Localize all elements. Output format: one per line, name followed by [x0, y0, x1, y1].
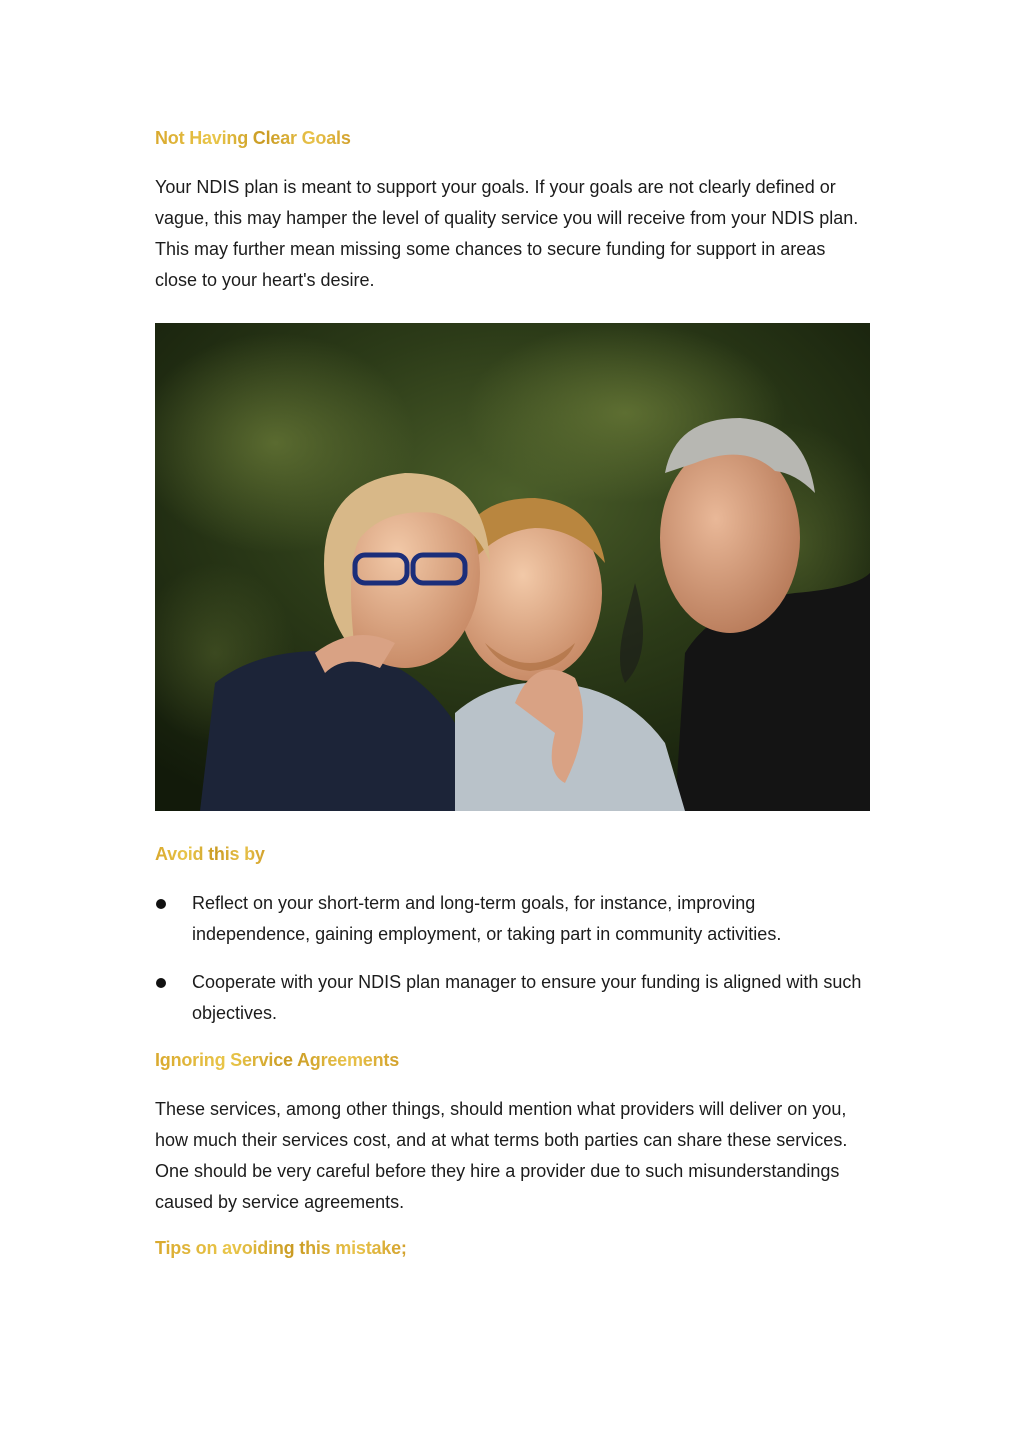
- paragraph-service-agreements: These services, among other things, should mention what providers will deliver on you, how much their services cost, and at what terms both parties can share these services. One should be very careful before they hire a provider due to such misunderstandings caused by service agreements.: [155, 1099, 848, 1212]
- family-photo: [155, 323, 870, 811]
- list-item-text: Reflect on your short-term and long-term goals, for instance, improving independence, gaining employment, or taking part in community activities.: [192, 893, 782, 944]
- heading-ignoring-service-agreements: Ignoring Service Agreements: [155, 1050, 400, 1070]
- heading-avoid-this-by: Avoid this by: [155, 844, 265, 864]
- list-item-text: Cooperate with your NDIS plan manager to ensure your funding is aligned with such objectives.: [192, 972, 862, 1023]
- paragraph-goals: Your NDIS plan is meant to support your goals. If your goals are not clearly defined or vague, this may hamper the level of quality service you will receive from your NDIS plan. This may further mean missing some chances to secure funding for support in areas close to your heart's desire.: [155, 177, 859, 290]
- list-item: [155, 967, 870, 1029]
- heading-not-having-clear-goals: Not Having Clear Goals: [155, 128, 351, 148]
- bullet-icon: [156, 899, 166, 909]
- heading-tips-on-avoiding: Tips on avoiding this mistake;: [155, 1238, 407, 1258]
- bullet-icon: [156, 978, 166, 988]
- list-item: [155, 888, 870, 950]
- avoid-tips-list: [155, 888, 870, 1046]
